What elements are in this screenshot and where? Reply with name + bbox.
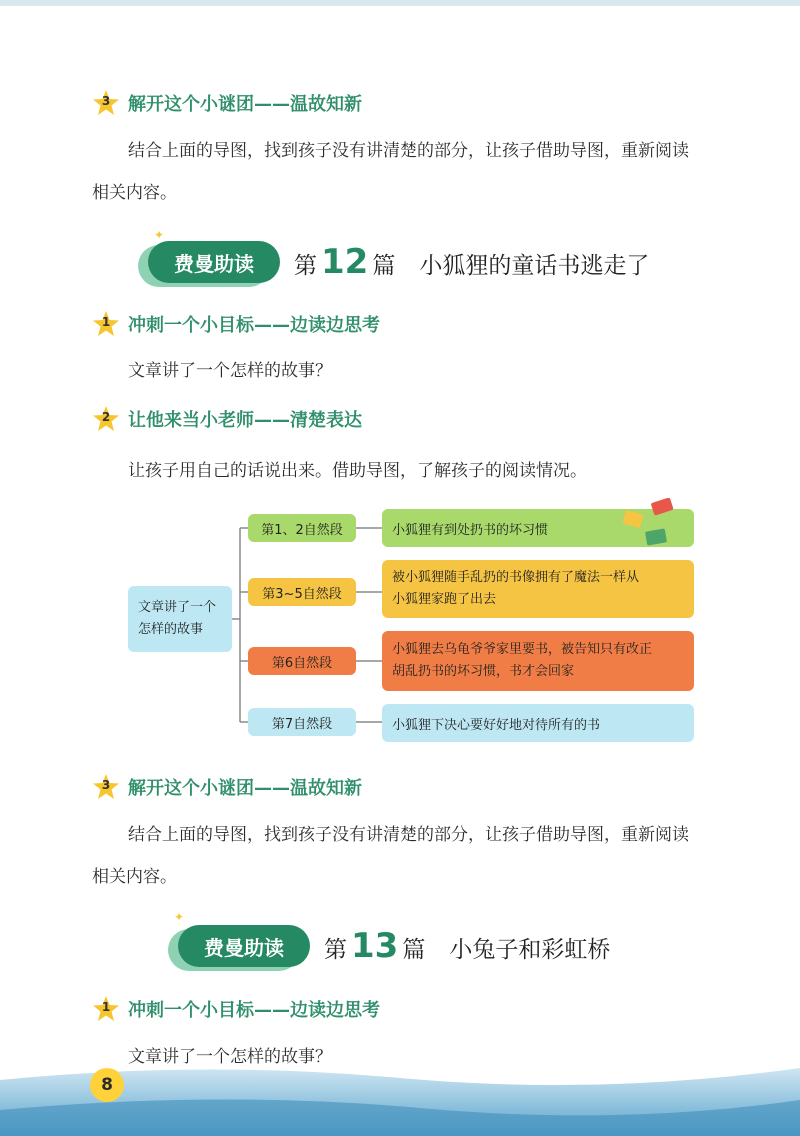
- mindmap-para-box: 第7自然段: [248, 708, 356, 736]
- instruction-text: 让孩子用自己的话说出来。借助导图，了解孩子的阅读情况。: [128, 461, 587, 481]
- paragraph-line: 结合上面的导图，找到孩子没有讲清楚的部分，让孩子借助导图，重新阅读: [128, 825, 689, 845]
- star-icon: 2: [92, 405, 120, 433]
- star-icon: 3: [92, 89, 120, 117]
- step1-heading-12: [92, 309, 380, 339]
- page-number: 8: [90, 1068, 124, 1102]
- step3-heading-12: [92, 772, 362, 802]
- step2-heading-12: [92, 404, 362, 434]
- article-title-12: 第 12 篇 小狐狸的童话书逃走了: [294, 242, 650, 282]
- mindmap-content-box: 小狐狸下决心要好好地对待所有的书: [382, 704, 694, 742]
- mindmap-content-box: 被小狐狸随手乱扔的书像拥有了魔法一样从 小狐狸家跑了出去: [382, 560, 694, 618]
- star-icon: 1: [92, 995, 120, 1023]
- feynman-badge: 费曼助读: [148, 241, 280, 283]
- article-banner-13: [178, 920, 610, 972]
- paragraph-line: 相关内容。: [92, 183, 177, 203]
- sparkle-icon: ✦: [174, 910, 185, 924]
- step1-title: 冲刺一个小目标——边读边思考: [128, 315, 380, 336]
- star-icon: 3: [92, 773, 120, 801]
- books-icon: [620, 498, 680, 550]
- feynman-badge: 费曼助读: [178, 925, 310, 967]
- sparkle-icon: ✦: [154, 228, 165, 242]
- mindmap-root: 文章讲了一个 怎样的故事: [128, 586, 232, 652]
- step3-title: 解开这个小谜团——温故知新: [128, 94, 362, 115]
- question-text: 文章讲了一个怎样的故事？: [128, 1047, 332, 1067]
- star-icon: 1: [92, 310, 120, 338]
- question-text: 文章讲了一个怎样的故事？: [128, 361, 332, 381]
- step2-title: 让他来当小老师——清楚表达: [128, 410, 362, 431]
- mindmap-para-box: 第3~5自然段: [248, 578, 356, 606]
- step1-heading-13: [92, 994, 380, 1024]
- article-title-13: 第 13 篇 小兔子和彩虹桥: [324, 926, 611, 966]
- mindmap-content-box: 小狐狸去乌龟爷爷家里要书，被告知只有改正 胡乱扔书的坏习惯，书才会回家: [382, 631, 694, 691]
- step1-title: 冲刺一个小目标——边读边思考: [128, 1000, 380, 1021]
- paragraph-line: 相关内容。: [92, 867, 177, 887]
- mindmap-para-box: 第6自然段: [248, 647, 356, 675]
- article-banner-12: [148, 236, 649, 288]
- step3-heading-a: [92, 88, 362, 118]
- step3-title: 解开这个小谜团——温故知新: [128, 778, 362, 799]
- paragraph-line: 结合上面的导图，找到孩子没有讲清楚的部分，让孩子借助导图，重新阅读: [128, 141, 689, 161]
- mindmap-content-box: 小狐狸有到处扔书的坏习惯: [382, 509, 694, 547]
- mindmap-para-box: 第1、2自然段: [248, 514, 356, 542]
- top-strip: [0, 0, 800, 6]
